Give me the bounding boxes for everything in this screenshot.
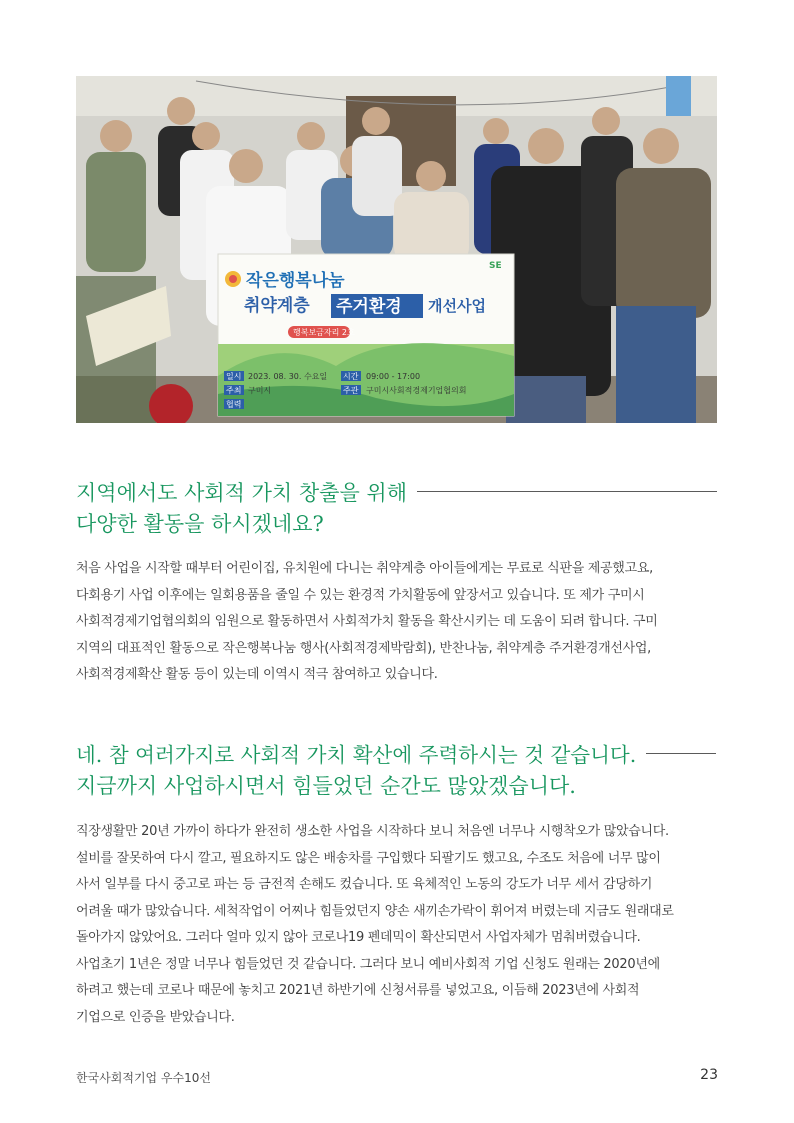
paragraph-line: 사회적경제확산 활동 등이 있는데 이역시 적극 참여하고 있습니다.	[76, 667, 438, 682]
banner-title: 작은행복나눔	[246, 271, 345, 291]
page-number: 23	[700, 1067, 718, 1083]
section2-heading	[76, 740, 717, 802]
banner-time-label: 시간	[343, 372, 359, 381]
paragraph-line: 돌아가지 않았어요. 그러다 얼마 있지 않아 코로나19 펜데믹이 확산되면서 사업자체가 멈춰버렸습니다.	[76, 930, 641, 945]
paragraph-line: 기업으로 인증을 받았습니다.	[76, 1009, 235, 1025]
banner-subtitle-2: 주거환경	[336, 297, 402, 317]
banner-sponsor-label: 협력	[226, 400, 242, 409]
group-photo	[76, 76, 717, 423]
paragraph-line: 사서 일부를 다시 중고로 파는 등 금전적 손해도 컸습니다. 또 육체적인 노동의 강도가 너무 세서 감당하기	[76, 877, 653, 892]
section1-paragraph	[76, 556, 717, 689]
banner-subtitle-1: 취약계층	[244, 296, 310, 316]
section1-heading-line-1: 지역에서도 사회적 가치 창출을 위해	[76, 478, 717, 509]
banner-organizer-label: 주관	[343, 386, 359, 395]
banner-host: 구미시	[248, 386, 272, 395]
event-banner	[218, 254, 514, 416]
banner-corner-logo: SE	[489, 261, 502, 271]
heading-rule	[417, 491, 717, 492]
banner-badge: 행복보금자리 2호	[293, 328, 355, 337]
paragraph-line: 어려울 때가 많았습니다. 세척작업이 어찌나 힘들었던지 양손 새끼손가락이 휘어져 버렸는데 지금도 원래대로	[76, 903, 674, 919]
section2-heading-line-2: 지금까지 사업하시면서 힘들었던 순간도 많았겠습니다.	[76, 774, 576, 798]
banner-organizer: 구미시사회적경제기업협의회	[366, 386, 467, 395]
section1-heading	[76, 478, 717, 540]
banner-date-label: 일시	[226, 372, 242, 381]
paragraph-line: 다회용기 사업 이후에는 일회용품을 줄일 수 있는 환경적 가치활동에 앞장서고 있습니다. 또 제가 구미시	[76, 587, 645, 603]
paragraph-line: 사회적경제기업협의회의 임원으로 활동하면서 사회적가치 활동을 확산시키는 데 도움이 되려 합니다. 구미	[76, 614, 658, 629]
paragraph-line: 하려고 했는데 코로나 때문에 놓치고 2021년 하반기에 신청서류를 넣었고요, 이듬해 2023년에 사회적	[76, 983, 640, 998]
paragraph-line: 처음 사업을 시작할 때부터 어린이집, 유치원에 다니는 취약계층 아이들에게는 무료로 식판을 제공했고요,	[76, 561, 653, 576]
section2-heading-line-1: 네. 참 여러가지로 사회적 가치 확산에 주력하시는 것 같습니다.	[76, 740, 717, 771]
heading-rule	[646, 753, 716, 754]
paragraph-line: 사업초기 1년은 정말 너무나 힘들었던 것 같습니다. 그러다 보니 예비사회적 기업 신청도 원래는 2020년에	[76, 956, 660, 972]
footer-publication: 한국사회적기업 우수10선	[76, 1071, 212, 1085]
banner-subtitle-3: 개선사업	[428, 297, 486, 315]
banner-time: 09:00 - 17:00	[366, 372, 421, 381]
paragraph-line: 직장생활만 20년 가까이 하다가 완전히 생소한 사업을 시작하다 보니 처음엔 너무나 시행착오가 많았습니다.	[76, 824, 669, 839]
paragraph-line: 설비를 잘못하여 다시 깔고, 필요하지도 않은 배송차를 구입했다 되팔기도 했고요, 수조도 처음에 너무 많이	[76, 850, 661, 866]
section1-heading-line-2: 다양한 활동을 하시겠네요?	[76, 512, 324, 536]
banner-host-label: 주최	[226, 386, 242, 395]
banner-date: 2023. 08. 30. 수요일	[248, 372, 328, 381]
paragraph-line: 지역의 대표적인 활동으로 작은행복나눔 행사(사회적경제박람회), 반찬나눔, 취약계층 주거환경개선사업,	[76, 640, 651, 656]
section2-paragraph	[76, 819, 717, 1031]
